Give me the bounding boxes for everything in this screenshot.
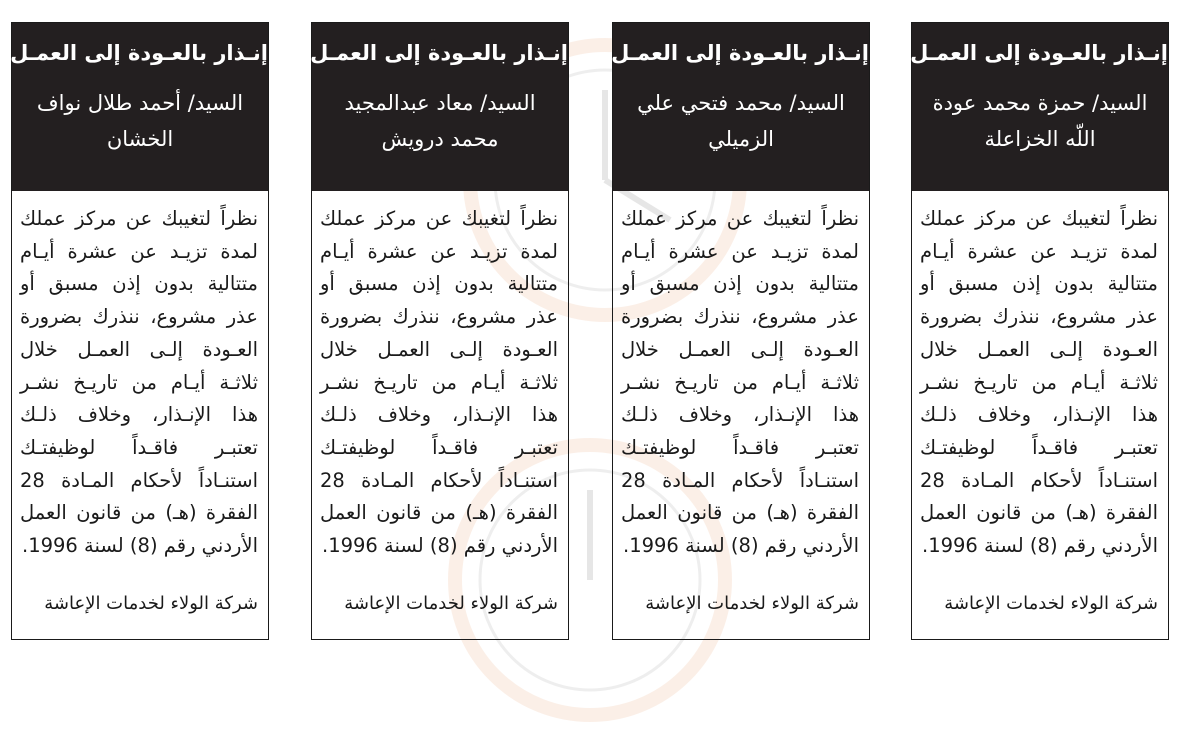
- employee-name: السيد/ معاد عبدالمجيد محمد درويش: [344, 91, 536, 151]
- employee-name: السيد/ حمزة محمد عودة اللّه الخزاعلة: [932, 91, 1148, 151]
- notice-header: [12, 23, 268, 191]
- notice-title: إنـذار بالعـودة إلى العمـل: [10, 41, 268, 65]
- notice-card-3: [311, 22, 569, 640]
- notice-body: نظراً لتغيبك عن مركز عملك لمدة تزيـد عن عشرة أيـام متتالية بدون إذن مسبق أو عذر مشروع، ننذرك بضرورة العـودة إلـى العمـل خلال ثلاثـة أيـام من تاريـخ نشـر هذا الإنـذار، وخلاف ذلـك تعتبـر فاقـداً لوظيفتـك استنـاداً لأحكام المـادة 28 الفقرة (هـ) من قانون العمل الأردني رقم (8) لسنة 1996.: [20, 207, 258, 558]
- company-signature: شركة الولاء لخدمات الإعاشة: [944, 593, 1158, 614]
- notice-body: نظراً لتغيبك عن مركز عملك لمدة تزيـد عن عشرة أيـام متتالية بدون إذن مسبق أو عذر مشروع، ننذرك بضرورة العـودة إلـى العمـل خلال ثلاثـة أيـام من تاريـخ نشـر هذا الإنـذار، وخلاف ذلـك تعتبـر فاقـداً لوظيفتـك استنـاداً لأحكام المـادة 28 الفقرة (هـ) من قانون العمل الأردني رقم (8) لسنة 1996.: [621, 207, 859, 558]
- notice-body: نظراً لتغيبك عن مركز عملك لمدة تزيـد عن عشرة أيـام متتالية بدون إذن مسبق أو عذر مشروع، ننذرك بضرورة العـودة إلـى العمـل خلال ثلاثـة أيـام من تاريـخ نشـر هذا الإنـذار، وخلاف ذلـك تعتبـر فاقـداً لوظيفتـك استنـاداً لأحكام المـادة 28 الفقرة (هـ) من قانون العمل الأردني رقم (8) لسنة 1996.: [920, 207, 1158, 558]
- notice-title: إنـذار بالعـودة إلى العمـل: [910, 41, 1168, 65]
- notice-title: إنـذار بالعـودة إلى العمـل: [611, 41, 869, 65]
- notice-card-1: [911, 22, 1169, 640]
- company-signature: شركة الولاء لخدمات الإعاشة: [344, 593, 558, 614]
- company-signature: شركة الولاء لخدمات الإعاشة: [645, 593, 859, 614]
- notice-title: إنـذار بالعـودة إلى العمـل: [310, 41, 568, 65]
- notice-card-4: [11, 22, 269, 640]
- notice-header: [912, 23, 1168, 191]
- employee-name: السيد/ أحمد طلال نواف الخشان: [36, 91, 244, 151]
- employee-name: السيد/ محمد فتحي علي الزميلي: [637, 91, 845, 151]
- notice-body: نظراً لتغيبك عن مركز عملك لمدة تزيـد عن عشرة أيـام متتالية بدون إذن مسبق أو عذر مشروع، ننذرك بضرورة العـودة إلـى العمـل خلال ثلاثـة أيـام من تاريـخ نشـر هذا الإنـذار، وخلاف ذلـك تعتبـر فاقـداً لوظيفتـك استنـاداً لأحكام المـادة 28 الفقرة (هـ) من قانون العمل الأردني رقم (8) لسنة 1996.: [320, 207, 558, 558]
- company-signature: شركة الولاء لخدمات الإعاشة: [44, 593, 258, 614]
- notice-header: [613, 23, 869, 191]
- notice-card-2: [612, 22, 870, 640]
- notice-header: [312, 23, 568, 191]
